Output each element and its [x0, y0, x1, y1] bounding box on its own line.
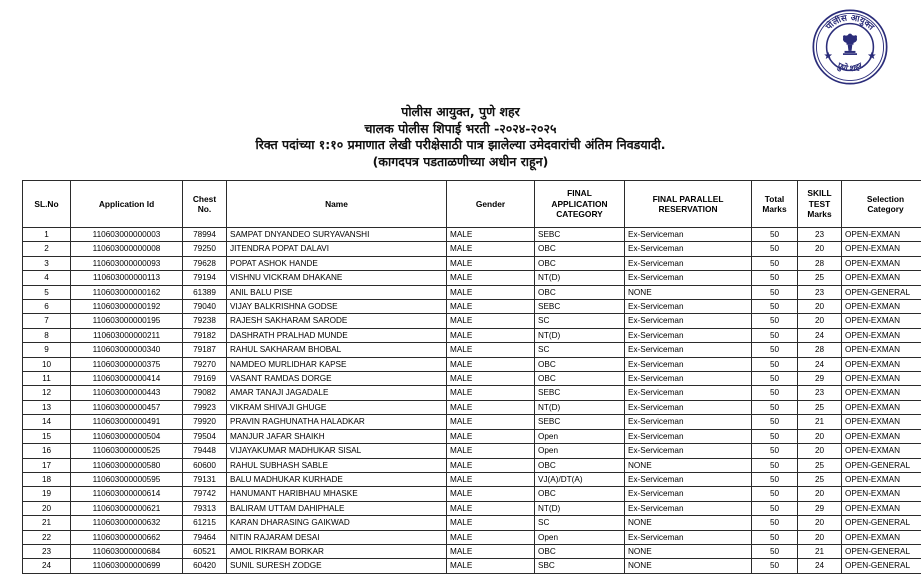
cell-sl-no: 3: [23, 256, 71, 270]
cell-sl-no: 16: [23, 444, 71, 458]
column-header-final-parallel-reservation[interactable]: FINAL PARALLEL RESERVATION: [625, 181, 752, 228]
cell-skill-test-marks: 25: [798, 271, 842, 285]
cell-selection-category: OPEN-EXMAN: [842, 429, 921, 443]
cell-chest-no: 60521: [183, 544, 227, 558]
cell-sl-no: 20: [23, 501, 71, 515]
cell-final-application-category: NT(D): [535, 271, 625, 285]
table-row[interactable]: [23, 516, 921, 530]
cell-final-application-category: Open: [535, 429, 625, 443]
table-row[interactable]: [23, 415, 921, 429]
cell-selection-category: OPEN-EXMAN: [842, 472, 921, 486]
column-header-selection-category[interactable]: Selection Category: [842, 181, 921, 228]
cell-skill-test-marks: 24: [798, 357, 842, 371]
cell-gender: MALE: [447, 372, 535, 386]
cell-selection-category: OPEN-GENERAL: [842, 458, 921, 472]
svg-text:पोलीस आयुक्त: पोलीस आयुक्त: [823, 13, 877, 33]
cell-final-parallel-reservation: Ex-Serviceman: [625, 429, 752, 443]
cell-selection-category: OPEN-EXMAN: [842, 328, 921, 342]
column-header-gender[interactable]: Gender: [447, 181, 535, 228]
cell-application-id: 110603000000008: [71, 242, 183, 256]
cell-selection-category: OPEN-EXMAN: [842, 386, 921, 400]
cell-final-application-category: SEBC: [535, 415, 625, 429]
table-row[interactable]: [23, 400, 921, 414]
cell-gender: MALE: [447, 487, 535, 501]
svg-text:पुणे शहर: पुणे शहर: [834, 61, 865, 75]
cell-final-parallel-reservation: Ex-Serviceman: [625, 472, 752, 486]
cell-final-parallel-reservation: NONE: [625, 516, 752, 530]
table-row[interactable]: [23, 314, 921, 328]
cell-name: VASANT RAMDAS DORGE: [227, 372, 447, 386]
cell-sl-no: 18: [23, 472, 71, 486]
cell-total-marks: 50: [752, 386, 798, 400]
table-row[interactable]: [23, 328, 921, 342]
cell-chest-no: 79628: [183, 256, 227, 270]
cell-gender: MALE: [447, 300, 535, 314]
cell-chest-no: 79923: [183, 400, 227, 414]
cell-application-id: 110603000000684: [71, 544, 183, 558]
cell-gender: MALE: [447, 328, 535, 342]
column-header-sl-no[interactable]: SL.No: [23, 181, 71, 228]
cell-final-parallel-reservation: Ex-Serviceman: [625, 314, 752, 328]
cell-gender: MALE: [447, 228, 535, 242]
cell-final-application-category: OBC: [535, 458, 625, 472]
cell-name: NAMDEO MURLIDHAR KAPSE: [227, 357, 447, 371]
cell-final-parallel-reservation: Ex-Serviceman: [625, 386, 752, 400]
cell-total-marks: 50: [752, 372, 798, 386]
cell-selection-category: OPEN-EXMAN: [842, 228, 921, 242]
cell-skill-test-marks: 25: [798, 472, 842, 486]
cell-gender: MALE: [447, 285, 535, 299]
cell-skill-test-marks: 24: [798, 328, 842, 342]
document-heading: [0, 104, 921, 171]
cell-final-parallel-reservation: Ex-Serviceman: [625, 372, 752, 386]
cell-chest-no: 79504: [183, 429, 227, 443]
cell-total-marks: 50: [752, 530, 798, 544]
cell-sl-no: 24: [23, 559, 71, 573]
cell-name: VISHNU VICKRAM DHAKANE: [227, 271, 447, 285]
column-header-name[interactable]: Name: [227, 181, 447, 228]
cell-chest-no: 60420: [183, 559, 227, 573]
table-row[interactable]: [23, 300, 921, 314]
cell-total-marks: 50: [752, 559, 798, 573]
table-row[interactable]: [23, 530, 921, 544]
cell-skill-test-marks: 20: [798, 242, 842, 256]
cell-chest-no: 79082: [183, 386, 227, 400]
cell-name: PRAVIN RAGHUNATHA HALADKAR: [227, 415, 447, 429]
cell-final-parallel-reservation: Ex-Serviceman: [625, 256, 752, 270]
cell-skill-test-marks: 28: [798, 343, 842, 357]
cell-total-marks: 50: [752, 415, 798, 429]
cell-total-marks: 50: [752, 285, 798, 299]
cell-total-marks: 50: [752, 242, 798, 256]
cell-name: VIKRAM SHIVAJI GHUGE: [227, 400, 447, 414]
cell-selection-category: OPEN-EXMAN: [842, 242, 921, 256]
cell-chest-no: 61215: [183, 516, 227, 530]
cell-sl-no: 17: [23, 458, 71, 472]
cell-selection-category: OPEN-EXMAN: [842, 357, 921, 371]
table-row[interactable]: [23, 256, 921, 270]
cell-final-parallel-reservation: Ex-Serviceman: [625, 400, 752, 414]
cell-gender: MALE: [447, 256, 535, 270]
cell-final-application-category: OBC: [535, 487, 625, 501]
cell-sl-no: 2: [23, 242, 71, 256]
cell-final-parallel-reservation: Ex-Serviceman: [625, 501, 752, 515]
cell-final-parallel-reservation: NONE: [625, 458, 752, 472]
cell-application-id: 110603000000457: [71, 400, 183, 414]
cell-skill-test-marks: 24: [798, 559, 842, 573]
cell-application-id: 110603000000580: [71, 458, 183, 472]
heading-line-4: (कागदपत्र पडताळणीच्या अधीन राहून): [0, 154, 921, 171]
cell-skill-test-marks: 21: [798, 544, 842, 558]
cell-chest-no: 79270: [183, 357, 227, 371]
cell-selection-category: OPEN-EXMAN: [842, 256, 921, 270]
table-row[interactable]: [23, 228, 921, 242]
cell-name: RAHUL SUBHASH SABLE: [227, 458, 447, 472]
cell-gender: MALE: [447, 400, 535, 414]
table-row[interactable]: [23, 444, 921, 458]
table-row[interactable]: [23, 501, 921, 515]
cell-application-id: 110603000000621: [71, 501, 183, 515]
cell-skill-test-marks: 20: [798, 300, 842, 314]
cell-name: NITIN RAJARAM DESAI: [227, 530, 447, 544]
cell-total-marks: 50: [752, 429, 798, 443]
cell-sl-no: 23: [23, 544, 71, 558]
cell-name: VIJAYAKUMAR MADHUKAR SISAL: [227, 444, 447, 458]
column-header-chest-no[interactable]: Chest No.: [183, 181, 227, 228]
cell-gender: MALE: [447, 357, 535, 371]
cell-application-id: 110603000000414: [71, 372, 183, 386]
cell-gender: MALE: [447, 544, 535, 558]
table-row[interactable]: [23, 487, 921, 501]
cell-selection-category: OPEN-EXMAN: [842, 271, 921, 285]
cell-skill-test-marks: 21: [798, 415, 842, 429]
cell-sl-no: 4: [23, 271, 71, 285]
heading-line-3: रिक्त पदांच्या १:१० प्रमाणात लेखी परीक्षेसाठी पात्र झालेल्या उमेदवारांची अंतिम निवडयादी.: [0, 137, 921, 154]
cell-sl-no: 15: [23, 429, 71, 443]
table-row[interactable]: [23, 372, 921, 386]
cell-final-application-category: NT(D): [535, 501, 625, 515]
cell-selection-category: OPEN-EXMAN: [842, 530, 921, 544]
cell-final-parallel-reservation: Ex-Serviceman: [625, 242, 752, 256]
cell-chest-no: 78994: [183, 228, 227, 242]
cell-application-id: 110603000000614: [71, 487, 183, 501]
table-row[interactable]: [23, 458, 921, 472]
cell-total-marks: 50: [752, 400, 798, 414]
cell-application-id: 110603000000699: [71, 559, 183, 573]
cell-skill-test-marks: 23: [798, 228, 842, 242]
table-header-row: [23, 181, 921, 228]
cell-final-application-category: OBC: [535, 372, 625, 386]
cell-sl-no: 9: [23, 343, 71, 357]
cell-name: POPAT ASHOK HANDE: [227, 256, 447, 270]
table-row[interactable]: [23, 357, 921, 371]
cell-skill-test-marks: 20: [798, 314, 842, 328]
cell-total-marks: 50: [752, 487, 798, 501]
cell-skill-test-marks: 20: [798, 487, 842, 501]
cell-final-parallel-reservation: Ex-Serviceman: [625, 228, 752, 242]
cell-sl-no: 11: [23, 372, 71, 386]
cell-selection-category: OPEN-EXMAN: [842, 314, 921, 328]
cell-final-parallel-reservation: NONE: [625, 544, 752, 558]
cell-gender: MALE: [447, 516, 535, 530]
cell-final-parallel-reservation: Ex-Serviceman: [625, 487, 752, 501]
cell-application-id: 110603000000340: [71, 343, 183, 357]
cell-final-application-category: SBC: [535, 559, 625, 573]
cell-final-application-category: VJ(A)/DT(A): [535, 472, 625, 486]
cell-chest-no: 61389: [183, 285, 227, 299]
cell-total-marks: 50: [752, 300, 798, 314]
cell-gender: MALE: [447, 429, 535, 443]
cell-total-marks: 50: [752, 228, 798, 242]
cell-total-marks: 50: [752, 444, 798, 458]
cell-selection-category: OPEN-EXMAN: [842, 372, 921, 386]
cell-application-id: 110603000000093: [71, 256, 183, 270]
cell-sl-no: 22: [23, 530, 71, 544]
table-row[interactable]: [23, 343, 921, 357]
cell-name: HANUMANT HARIBHAU MHASKE: [227, 487, 447, 501]
table-row[interactable]: [23, 386, 921, 400]
cell-sl-no: 19: [23, 487, 71, 501]
cell-selection-category: OPEN-EXMAN: [842, 487, 921, 501]
cell-skill-test-marks: 20: [798, 516, 842, 530]
cell-final-application-category: Open: [535, 444, 625, 458]
cell-final-application-category: SEBC: [535, 300, 625, 314]
candidate-list-table-container: [22, 180, 899, 574]
cell-name: SAMPAT DNYANDEO SURYAVANSHI: [227, 228, 447, 242]
cell-total-marks: 50: [752, 458, 798, 472]
cell-total-marks: 50: [752, 544, 798, 558]
cell-application-id: 110603000000195: [71, 314, 183, 328]
cell-name: AMOL RIKRAM BORKAR: [227, 544, 447, 558]
cell-chest-no: 79169: [183, 372, 227, 386]
cell-final-application-category: SEBC: [535, 386, 625, 400]
cell-final-application-category: SEBC: [535, 228, 625, 242]
cell-gender: MALE: [447, 559, 535, 573]
cell-chest-no: 79187: [183, 343, 227, 357]
cell-final-parallel-reservation: Ex-Serviceman: [625, 444, 752, 458]
cell-selection-category: OPEN-EXMAN: [842, 343, 921, 357]
cell-application-id: 110603000000595: [71, 472, 183, 486]
cell-total-marks: 50: [752, 357, 798, 371]
cell-application-id: 110603000000003: [71, 228, 183, 242]
cell-gender: MALE: [447, 271, 535, 285]
cell-selection-category: OPEN-EXMAN: [842, 300, 921, 314]
cell-gender: MALE: [447, 501, 535, 515]
cell-final-application-category: Open: [535, 530, 625, 544]
cell-name: BALU MADHUKAR KURHADE: [227, 472, 447, 486]
cell-chest-no: 79742: [183, 487, 227, 501]
cell-chest-no: 79131: [183, 472, 227, 486]
cell-skill-test-marks: 29: [798, 501, 842, 515]
cell-gender: MALE: [447, 314, 535, 328]
cell-final-parallel-reservation: Ex-Serviceman: [625, 530, 752, 544]
cell-gender: MALE: [447, 415, 535, 429]
cell-chest-no: 79238: [183, 314, 227, 328]
cell-application-id: 110603000000192: [71, 300, 183, 314]
cell-final-application-category: SC: [535, 343, 625, 357]
cell-application-id: 110603000000504: [71, 429, 183, 443]
cell-total-marks: 50: [752, 343, 798, 357]
cell-name: KARAN DHARASING GAIKWAD: [227, 516, 447, 530]
cell-total-marks: 50: [752, 271, 798, 285]
cell-application-id: 110603000000162: [71, 285, 183, 299]
cell-total-marks: 50: [752, 256, 798, 270]
cell-final-parallel-reservation: Ex-Serviceman: [625, 328, 752, 342]
table-row[interactable]: [23, 429, 921, 443]
cell-final-parallel-reservation: NONE: [625, 559, 752, 573]
cell-final-application-category: NT(D): [535, 328, 625, 342]
cell-final-parallel-reservation: Ex-Serviceman: [625, 271, 752, 285]
cell-application-id: 110603000000113: [71, 271, 183, 285]
cell-total-marks: 50: [752, 501, 798, 515]
cell-final-parallel-reservation: Ex-Serviceman: [625, 357, 752, 371]
police-commissioner-seal: [811, 8, 889, 86]
cell-final-application-category: OBC: [535, 285, 625, 299]
cell-selection-category: OPEN-GENERAL: [842, 516, 921, 530]
cell-name: ANIL BALU PISE: [227, 285, 447, 299]
cell-selection-category: OPEN-GENERAL: [842, 544, 921, 558]
cell-skill-test-marks: 25: [798, 458, 842, 472]
cell-sl-no: 5: [23, 285, 71, 299]
cell-selection-category: OPEN-GENERAL: [842, 285, 921, 299]
cell-total-marks: 50: [752, 472, 798, 486]
table-row[interactable]: [23, 544, 921, 558]
heading-line-1: पोलीस आयुक्त, पुणे शहर: [0, 104, 921, 121]
cell-skill-test-marks: 28: [798, 256, 842, 270]
cell-selection-category: OPEN-EXMAN: [842, 415, 921, 429]
cell-selection-category: OPEN-EXMAN: [842, 400, 921, 414]
cell-skill-test-marks: 25: [798, 400, 842, 414]
cell-application-id: 110603000000211: [71, 328, 183, 342]
cell-selection-category: OPEN-EXMAN: [842, 501, 921, 515]
cell-gender: MALE: [447, 242, 535, 256]
table-header: [23, 181, 921, 228]
cell-chest-no: 79182: [183, 328, 227, 342]
cell-chest-no: 79920: [183, 415, 227, 429]
cell-name: RAHUL SAKHARAM BHOBAL: [227, 343, 447, 357]
column-header-skill-test-marks[interactable]: SKILL TEST Marks: [798, 181, 842, 228]
cell-gender: MALE: [447, 458, 535, 472]
cell-name: VIJAY BALKRISHNA GODSE: [227, 300, 447, 314]
cell-sl-no: 14: [23, 415, 71, 429]
cell-chest-no: 79464: [183, 530, 227, 544]
cell-sl-no: 10: [23, 357, 71, 371]
cell-sl-no: 21: [23, 516, 71, 530]
column-header-total-marks[interactable]: Total Marks: [752, 181, 798, 228]
cell-gender: MALE: [447, 472, 535, 486]
cell-final-application-category: SC: [535, 314, 625, 328]
cell-chest-no: 79040: [183, 300, 227, 314]
cell-name: JITENDRA POPAT DALAVI: [227, 242, 447, 256]
cell-skill-test-marks: 23: [798, 285, 842, 299]
candidate-list-table: [22, 180, 921, 574]
table-row[interactable]: [23, 285, 921, 299]
cell-final-application-category: OBC: [535, 242, 625, 256]
cell-gender: MALE: [447, 530, 535, 544]
cell-skill-test-marks: 20: [798, 530, 842, 544]
cell-final-application-category: OBC: [535, 256, 625, 270]
cell-selection-category: OPEN-GENERAL: [842, 559, 921, 573]
cell-skill-test-marks: 23: [798, 386, 842, 400]
cell-name: MANJUR JAFAR SHAIKH: [227, 429, 447, 443]
cell-application-id: 110603000000662: [71, 530, 183, 544]
heading-line-2: चालक पोलीस शिपाई भरती -२०२४-२०२५: [0, 121, 921, 138]
table-row[interactable]: [23, 242, 921, 256]
cell-chest-no: 60600: [183, 458, 227, 472]
cell-name: DASHRATH PRALHAD MUNDE: [227, 328, 447, 342]
cell-skill-test-marks: 29: [798, 372, 842, 386]
cell-sl-no: 6: [23, 300, 71, 314]
cell-name: RAJESH SAKHARAM SARODE: [227, 314, 447, 328]
cell-chest-no: 79194: [183, 271, 227, 285]
cell-total-marks: 50: [752, 516, 798, 530]
table-body: [23, 228, 921, 574]
cell-chest-no: 79313: [183, 501, 227, 515]
cell-sl-no: 12: [23, 386, 71, 400]
cell-final-parallel-reservation: Ex-Serviceman: [625, 343, 752, 357]
cell-sl-no: 8: [23, 328, 71, 342]
table-row[interactable]: [23, 472, 921, 486]
cell-final-parallel-reservation: Ex-Serviceman: [625, 300, 752, 314]
cell-total-marks: 50: [752, 328, 798, 342]
cell-name: SUNIL SURESH ZODGE: [227, 559, 447, 573]
cell-chest-no: 79448: [183, 444, 227, 458]
cell-gender: MALE: [447, 444, 535, 458]
cell-sl-no: 13: [23, 400, 71, 414]
table-row[interactable]: [23, 271, 921, 285]
cell-chest-no: 79250: [183, 242, 227, 256]
cell-sl-no: 1: [23, 228, 71, 242]
cell-application-id: 110603000000525: [71, 444, 183, 458]
cell-application-id: 110603000000443: [71, 386, 183, 400]
cell-gender: MALE: [447, 343, 535, 357]
cell-name: AMAR TANAJI JAGADALE: [227, 386, 447, 400]
cell-application-id: 110603000000632: [71, 516, 183, 530]
column-header-application-id[interactable]: Application Id: [71, 181, 183, 228]
cell-application-id: 110603000000491: [71, 415, 183, 429]
cell-gender: MALE: [447, 386, 535, 400]
cell-skill-test-marks: 20: [798, 444, 842, 458]
cell-final-parallel-reservation: Ex-Serviceman: [625, 415, 752, 429]
cell-skill-test-marks: 20: [798, 429, 842, 443]
table-row[interactable]: [23, 559, 921, 573]
cell-final-parallel-reservation: NONE: [625, 285, 752, 299]
cell-selection-category: OPEN-EXMAN: [842, 444, 921, 458]
column-header-final-application-category[interactable]: FINAL APPLICATION CATEGORY: [535, 181, 625, 228]
cell-final-application-category: NT(D): [535, 400, 625, 414]
cell-sl-no: 7: [23, 314, 71, 328]
cell-name: BALIRAM UTTAM DAHIPHALE: [227, 501, 447, 515]
cell-total-marks: 50: [752, 314, 798, 328]
cell-final-application-category: SC: [535, 516, 625, 530]
cell-final-application-category: OBC: [535, 544, 625, 558]
cell-final-application-category: OBC: [535, 357, 625, 371]
cell-application-id: 110603000000375: [71, 357, 183, 371]
